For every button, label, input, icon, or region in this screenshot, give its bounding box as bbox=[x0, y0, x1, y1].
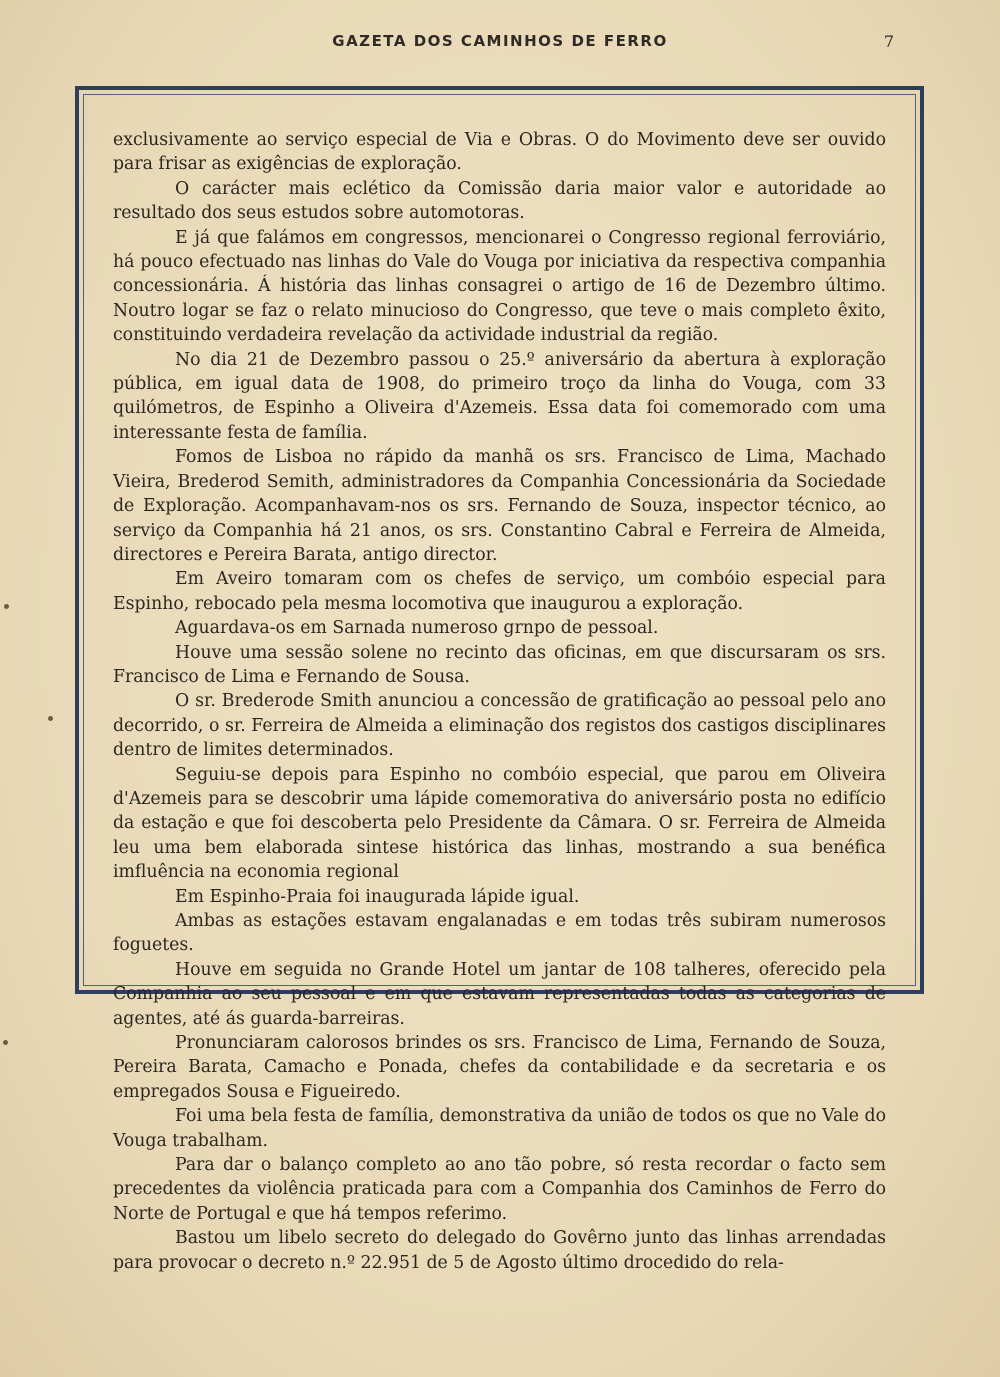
paragraph: E já que falámos em congressos, mencionarei o Congresso regional ferroviário, há pouco efectuado nas linhas do Vale do Vouga por iniciativa da respectiva companhia concessionária. Á história das linhas consagrei o artigo de 16 de Dezembro último. Noutro logar se faz o relato minucioso do Congresso, que teve o mais completo êxito, constituindo verdadeira revelação da actividade industrial da região. bbox=[113, 227, 886, 346]
journal-title: GAZETA DOS CAMINHOS DE FERRO bbox=[332, 32, 668, 50]
paragraph: No dia 21 de Dezembro passou o 25.º aniversário da abertura à exploração pública, em igual data de 1908, do primeiro troço da linha do Vouga, com 33 quilómetros, de Espinho a Oliveira d'Azemeis. Essa data foi comemorado com uma interessante festa de família. bbox=[113, 349, 886, 443]
paragraph: Seguiu-se depois para Espinho no combóio especial, que parou em Oliveira d'Azemeis para se descobrir uma lápide comemorativa do aniversário posta no edifício da estação e que foi descoberta pelo Presidente da Câmara. O sr. Ferreira de Almeida leu uma bem elaborada sintese histórica das linhas, mostrando a sua benéfica imfluência na economia regional bbox=[113, 764, 886, 883]
paragraph: Houve uma sessão solene no recinto das oficinas, em que discursaram os srs. Francisco de Lima e Fernando de Sousa. bbox=[113, 642, 886, 687]
paragraph: Em Aveiro tomaram com os chefes de serviço, um combóio especial para Espinho, rebocado pela mesma locomotiva que inaugurou a exploração. bbox=[113, 569, 886, 614]
running-header bbox=[0, 32, 1000, 54]
paragraph: Aguardava-os em Sarnada numeroso grnpo de pessoal. bbox=[175, 618, 659, 639]
paragraph: Fomos de Lisboa no rápido da manhã os srs. Francisco de Lima, Machado Vieira, Brederod Semith, administradores da Companhia Concessionária da Sociedade de Exploração. Acompanhavam-nos os srs. Fernando de Souza, inspector técnico, ao serviço da Companhia há 21 anos, os srs. Constantino Cabral e Ferreira de Almeida, directores e Pereira Barata, antigo director. bbox=[113, 447, 886, 565]
paragraph: Para dar o balanço completo ao ano tão pobre, só resta recordar o facto sem precedentes da violência praticada para com a Companhia dos Caminhos de Ferro do Norte de Portugal e que há tempos referimo. bbox=[113, 1155, 886, 1224]
paragraph: Houve em seguida no Grande Hotel um jantar de 108 talheres, oferecido pela Companhia ao seu pessoal e em que estavam representadas todas as categorias de agentes, até ás guarda-barreiras. bbox=[113, 959, 886, 1029]
paragraph: O sr. Brederode Smith anunciou a concessão de gratificação ao pessoal pelo ano decorrido, o sr. Ferreira de Almeida a eliminação dos registos dos castigos disciplinares dentro de limites determinados. bbox=[113, 691, 886, 761]
paragraph: Foi uma bela festa de família, demonstrativa da união de todos os que no Vale do Vouga trabalham. bbox=[113, 1106, 886, 1151]
paragraph: Pronunciaram calorosos brindes os srs. Francisco de Lima, Fernando de Souza, Pereira Barata, Camacho e Ponada, chefes da contabilidade e da secretaria e os empregados Sousa e Figueiredo. bbox=[113, 1033, 886, 1102]
paragraph: exclusivamente ao serviço especial de Via e Obras. O do Movimento deve ser ouvido para frisar as exigências de exploração. bbox=[113, 130, 886, 175]
page-number: 7 bbox=[883, 32, 894, 51]
paragraph: Bastou um libelo secreto do delegado do Govêrno junto das linhas arrendadas para provocar o decreto n.º 22.951 de 5 de Agosto último drocedido do rela- bbox=[113, 1228, 886, 1273]
paper-speck bbox=[3, 1040, 8, 1045]
paper-speck bbox=[4, 604, 9, 609]
paragraph: O carácter mais eclético da Comissão daria maior valor e autoridade ao resultado dos seus estudos sobre automotoras. bbox=[113, 178, 886, 224]
paper-speck bbox=[48, 716, 53, 721]
paragraph: Em Espinho-Praia foi inaugurada lápide igual. bbox=[175, 886, 580, 907]
article-body bbox=[113, 128, 886, 1275]
paragraph: Ambas as estações estavam engalanadas e em todas três subiram numerosos foguetes. bbox=[113, 911, 886, 956]
